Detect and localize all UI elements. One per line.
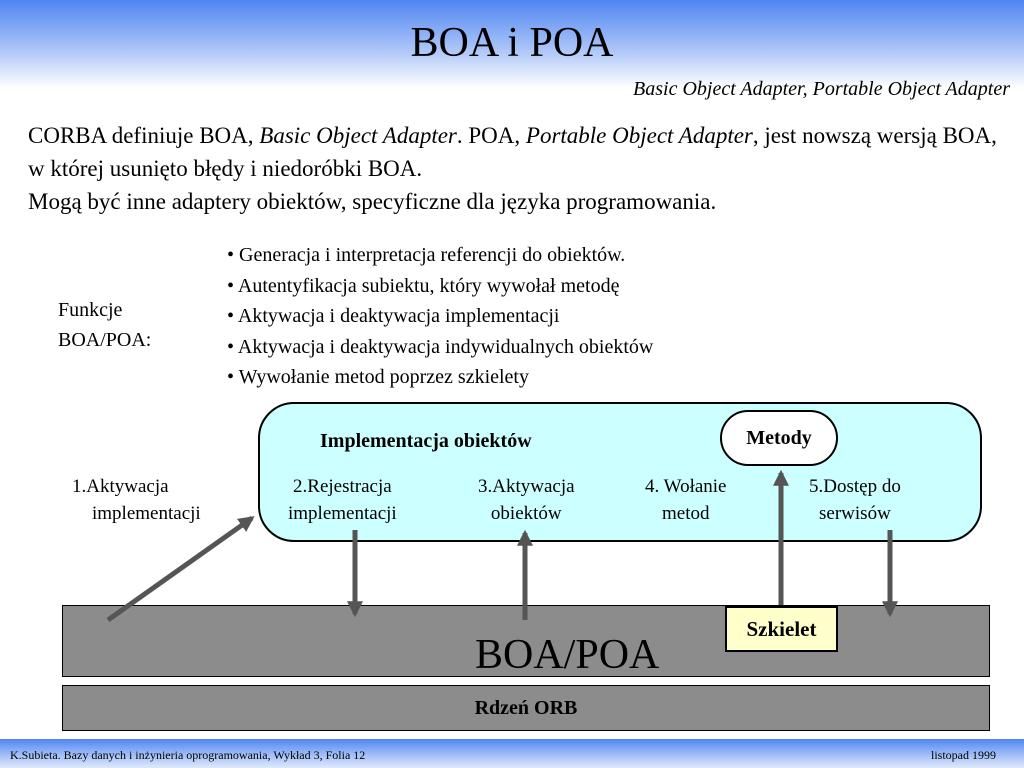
step-line: 5.Dostęp do: [809, 476, 901, 497]
step-line: 4. Wołanie: [645, 476, 727, 497]
intro-term-poa: Portable Object Adapter: [525, 123, 753, 148]
slide-title: BOA i POA: [410, 20, 614, 66]
methods-node: Metody: [720, 410, 838, 466]
intro-text-part: , jest nowszą wersją BOA, w której usunięto błędy i niedoróbki BOA.: [28, 123, 997, 181]
boa-poa-label: BOA/POA: [475, 632, 660, 678]
step-line: obiektów: [490, 503, 562, 524]
intro-paragraph-2: Mogą być inne adaptery obiektów, specyficzne dla języka programowania.: [28, 189, 717, 214]
slide-subtitle: Basic Object Adapter, Portable Object Adapter: [633, 78, 1010, 100]
skeleton-box: Szkielet: [725, 606, 838, 652]
functions-label-line1: Funkcje: [58, 299, 123, 321]
intro-text-part: CORBA definiuje BOA,: [28, 123, 260, 148]
arrow-activate-implementation: [108, 518, 252, 620]
footer-credit: K.Subieta. Bazy danych i inżynieria oprogramowania, Wykład 3, Folia 12: [10, 748, 366, 762]
step-line: 2.Rejestracja: [293, 476, 392, 497]
function-item: • Aktywacja i deaktywacja indywidualnych obiektów: [227, 332, 653, 363]
function-item: • Generacja i interpretacja referencji do obiektów.: [227, 240, 653, 271]
step-line: serwisów: [819, 503, 891, 524]
step-line: 1.Aktywacja: [72, 476, 169, 497]
functions-label-line2: BOA/POA:: [58, 329, 152, 351]
function-item: • Autentyfikacja subiektu, który wywołał metodę: [227, 271, 653, 302]
function-item: • Wywołanie metod poprzez szkielety: [227, 362, 653, 393]
footer-date: listopad 1999: [931, 748, 996, 762]
orb-core-layer: Rdzeń ORB: [62, 685, 990, 731]
step-line: 3.Aktywacja: [478, 476, 575, 497]
step-line: metod: [662, 503, 710, 524]
function-item: • Aktywacja i deaktywacja implementacji: [227, 301, 653, 332]
intro-text-part: . POA,: [456, 123, 526, 148]
intro-term-boa: Basic Object Adapter: [259, 123, 457, 148]
step-line: implementacji: [288, 503, 397, 524]
step-line: implementacji: [92, 503, 201, 524]
object-implementation-title: Implementacja obiektów: [320, 430, 532, 452]
